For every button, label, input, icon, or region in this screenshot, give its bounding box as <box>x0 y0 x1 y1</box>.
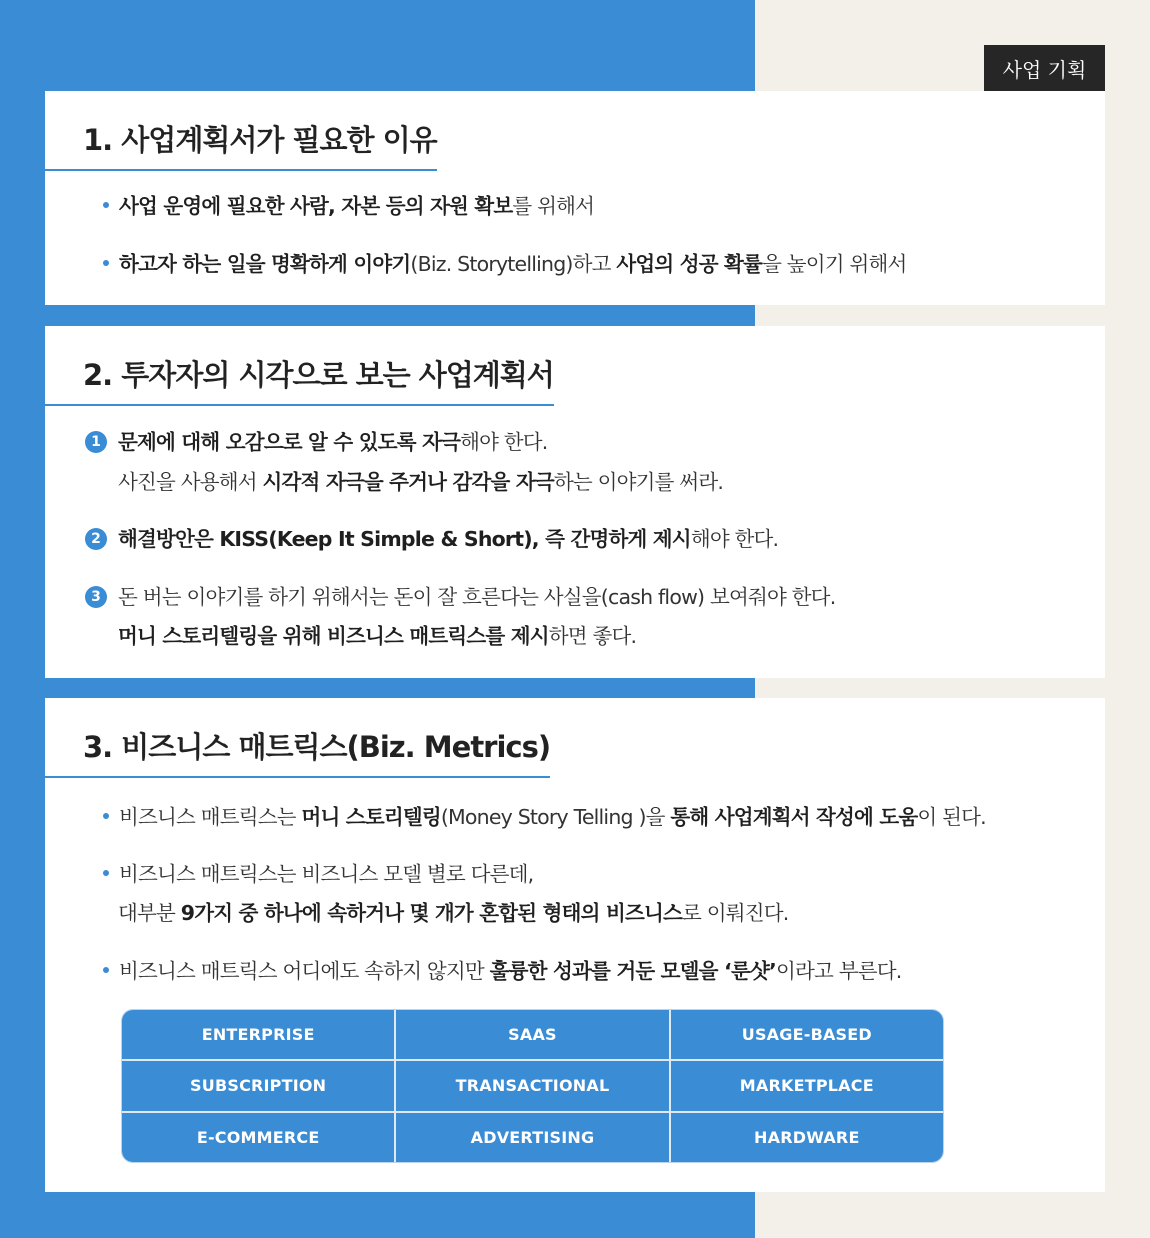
bold-text: 해결방안은 KISS(Keep It Simple & Short), 즉 간명하게 제시 <box>118 527 691 551</box>
section-1-underline <box>45 169 437 171</box>
list-item-line <box>118 423 548 461</box>
section-3-card <box>45 698 1105 1192</box>
bullet-icon <box>103 967 109 973</box>
section-3-title: 3. 비즈니스 매트릭스(Biz. Metrics) <box>83 730 551 764</box>
list-item-line <box>118 578 835 616</box>
text: (Biz. Storytelling)하고 <box>410 252 617 276</box>
text: (Money Story Telling )을 <box>440 805 671 829</box>
grid-cell: ENTERPRISE <box>122 1010 394 1059</box>
section-2-title: 2. 투자자의 시각으로 보는 사업계획서 <box>83 358 554 392</box>
bold-text: 문제에 대해 오감으로 알 수 있도록 자극 <box>118 430 461 454</box>
text: 을 높이기 위해서 <box>762 252 907 276</box>
list-item-line <box>118 617 636 655</box>
bold-text: 훌륭한 성과를 거둔 모델을 ‘룬샷’ <box>489 959 777 983</box>
text: 대부분 <box>118 901 181 925</box>
text: 돈 버는 이야기를 하기 위해서는 돈이 잘 흐른다는 사실을(cash flow) 보여줘야 한다. <box>118 585 836 609</box>
bold-text: 하고자 하는 일을 명확하게 이야기 <box>119 252 411 276</box>
section-2-card <box>45 326 1105 678</box>
category-tag: 사업 기획 <box>984 45 1105 91</box>
text: 해야 한다. <box>690 527 779 551</box>
list-item <box>103 855 533 893</box>
list-item <box>103 798 986 836</box>
section-3-heading <box>45 725 550 778</box>
section-3-underline <box>45 776 550 778</box>
bullet-icon <box>103 813 109 819</box>
section-1-card <box>45 91 1105 305</box>
text: 이라고 부른다. <box>776 959 902 983</box>
text: 로 이뤄진다. <box>681 901 789 925</box>
grid-cell: ADVERTISING <box>396 1113 668 1162</box>
text: 사진을 사용해서 <box>118 470 263 494</box>
list-item-line <box>118 520 778 558</box>
number-badge-icon: 2 <box>85 528 107 550</box>
grid-cell: MARKETPLACE <box>671 1061 943 1110</box>
grid-cell: USAGE-BASED <box>671 1010 943 1059</box>
bold-text: 9가지 중 하나에 속하거나 몇 개가 혼합된 형태의 비즈니스 <box>180 901 682 925</box>
list-item-line <box>118 894 788 932</box>
section-1-heading <box>45 118 437 171</box>
bullet-icon <box>103 202 109 208</box>
text: 비즈니스 매트릭스는 비즈니스 모델 별로 다른데, <box>119 862 534 886</box>
bullet-icon <box>103 260 109 266</box>
bullet-icon <box>103 870 109 876</box>
grid-cell: TRANSACTIONAL <box>396 1061 668 1110</box>
number-badge-icon: 3 <box>85 586 107 608</box>
text: 를 위해서 <box>512 194 595 218</box>
section-2-underline <box>45 404 554 406</box>
text: 이 된다. <box>917 805 986 829</box>
section-2-heading <box>45 353 554 406</box>
list-item-line <box>118 463 723 501</box>
bold-text: 통해 사업계획서 작성에 도움 <box>670 805 918 829</box>
number-badge-icon: 1 <box>85 431 107 453</box>
bold-text: 사업의 성공 확률 <box>616 252 763 276</box>
text: 하는 이야기를 써라. <box>553 470 724 494</box>
business-model-grid <box>121 1009 944 1163</box>
list-item <box>103 952 901 990</box>
bold-text: 머니 스토리텔링을 위해 비즈니스 매트릭스를 제시 <box>118 624 549 648</box>
list-item <box>103 245 907 283</box>
grid-cell: SUBSCRIPTION <box>122 1061 394 1110</box>
grid-cell: E-COMMERCE <box>122 1113 394 1162</box>
bold-text: 사업 운영에 필요한 사람, 자본 등의 자원 확보 <box>119 194 513 218</box>
bold-text: 시각적 자극을 주거나 감각을 자극 <box>262 470 554 494</box>
text: 해야 한다. <box>460 430 548 454</box>
text: 비즈니스 매트릭스 어디에도 속하지 않지만 <box>119 959 490 983</box>
grid-cell: HARDWARE <box>671 1113 943 1162</box>
section-1-title: 1. 사업계획서가 필요한 이유 <box>83 123 437 157</box>
text: 비즈니스 매트릭스는 <box>119 805 302 829</box>
text: 하면 좋다. <box>548 624 637 648</box>
bold-text: 머니 스토리텔링 <box>301 805 441 829</box>
list-item <box>103 187 594 225</box>
grid-cell: SAAS <box>396 1010 668 1059</box>
